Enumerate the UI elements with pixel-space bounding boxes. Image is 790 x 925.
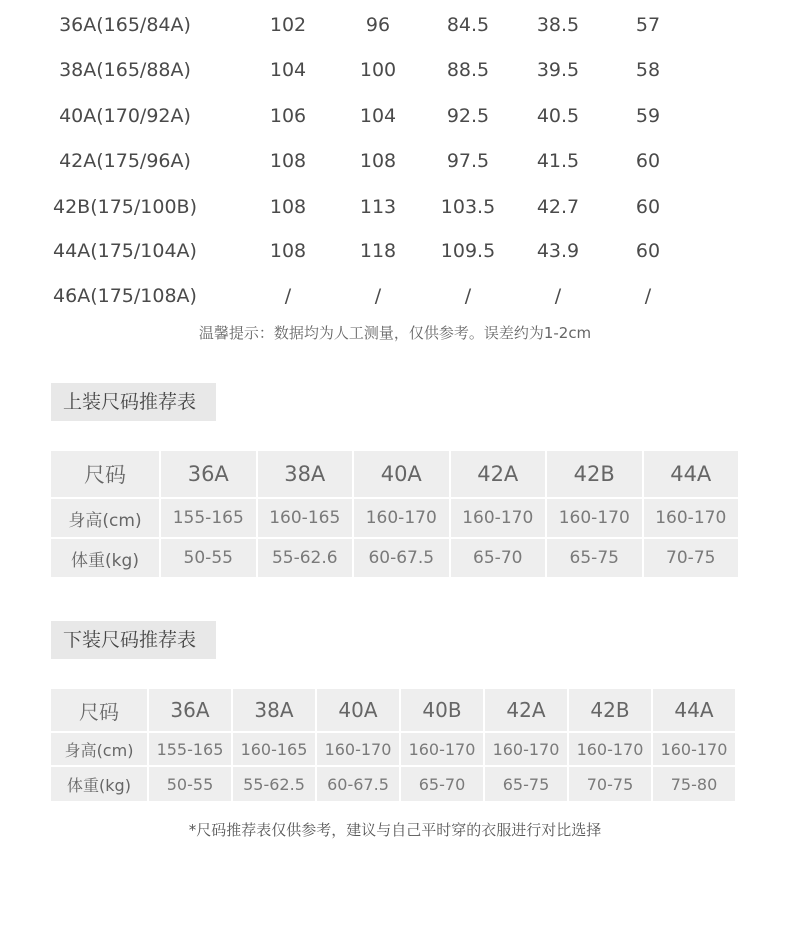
height-cell: 160-170 bbox=[485, 733, 567, 765]
top-recommend-table bbox=[51, 451, 736, 577]
weight-cell: 65-75 bbox=[547, 539, 642, 577]
top-recommend-title: 上装尺码推荐表 bbox=[51, 383, 216, 421]
value-cell: / bbox=[554, 285, 562, 307]
height-cell: 160-170 bbox=[401, 733, 483, 765]
height-cell: 160-170 bbox=[354, 499, 449, 537]
value-cell: 108 bbox=[269, 196, 307, 218]
weight-cell: 75-80 bbox=[653, 767, 735, 801]
measurement-row bbox=[0, 96, 790, 136]
measurement-row bbox=[0, 231, 790, 271]
value-cell: 58 bbox=[635, 59, 661, 81]
value-cell: 42.7 bbox=[536, 196, 580, 218]
value-cell: / bbox=[374, 285, 382, 307]
weight-label: 体重(kg) bbox=[51, 539, 159, 577]
height-cell: 160-165 bbox=[233, 733, 315, 765]
size-header: 42B bbox=[547, 451, 642, 497]
measurement-row bbox=[0, 141, 790, 181]
value-cell: 38.5 bbox=[536, 14, 580, 36]
value-cell: 108 bbox=[269, 240, 307, 262]
value-cell: 88.5 bbox=[446, 59, 490, 81]
weight-cell: 70-75 bbox=[644, 539, 739, 577]
weight-cell: 55-62.6 bbox=[258, 539, 353, 577]
measurement-row bbox=[0, 276, 790, 316]
value-cell: 92.5 bbox=[446, 105, 490, 127]
height-cell: 160-170 bbox=[569, 733, 651, 765]
value-cell: 108 bbox=[359, 150, 397, 172]
value-cell: 60 bbox=[635, 240, 661, 262]
value-cell: 103.5 bbox=[440, 196, 496, 218]
height-label: 身高(cm) bbox=[51, 733, 147, 765]
size-header: 40A bbox=[354, 451, 449, 497]
height-cell: 155-165 bbox=[161, 499, 256, 537]
weight-cell: 70-75 bbox=[569, 767, 651, 801]
size-cell: 40A(170/92A) bbox=[59, 105, 191, 127]
height-cell: 160-170 bbox=[451, 499, 546, 537]
size-header: 42B bbox=[569, 689, 651, 731]
value-cell: / bbox=[464, 285, 472, 307]
value-cell: 41.5 bbox=[536, 150, 580, 172]
size-header: 40B bbox=[401, 689, 483, 731]
size-cell: 42A(175/96A) bbox=[59, 150, 191, 172]
size-cell: 44A(175/104A) bbox=[53, 240, 197, 262]
value-cell: 97.5 bbox=[446, 150, 490, 172]
value-cell: 59 bbox=[635, 105, 661, 127]
weight-cell: 60-67.5 bbox=[317, 767, 399, 801]
height-cell: 160-170 bbox=[317, 733, 399, 765]
height-cell: 155-165 bbox=[149, 733, 231, 765]
size-cell: 46A(175/108A) bbox=[53, 285, 197, 307]
header-label: 尺码 bbox=[51, 451, 159, 497]
size-header: 42A bbox=[485, 689, 567, 731]
height-cell: 160-170 bbox=[644, 499, 739, 537]
bottom-recommend-title: 下装尺码推荐表 bbox=[51, 621, 216, 659]
size-header: 44A bbox=[653, 689, 735, 731]
weight-cell: 65-70 bbox=[401, 767, 483, 801]
height-label: 身高(cm) bbox=[51, 499, 159, 537]
size-header: 36A bbox=[161, 451, 256, 497]
bottom-recommend-table bbox=[51, 689, 735, 801]
measurement-row bbox=[0, 187, 790, 227]
size-cell: 36A(165/84A) bbox=[59, 14, 191, 36]
weight-cell: 65-70 bbox=[451, 539, 546, 577]
value-cell: / bbox=[284, 285, 292, 307]
value-cell: 108 bbox=[269, 150, 307, 172]
size-header: 42A bbox=[451, 451, 546, 497]
value-cell: 40.5 bbox=[536, 105, 580, 127]
value-cell: 60 bbox=[635, 150, 661, 172]
height-cell: 160-170 bbox=[547, 499, 642, 537]
value-cell: 57 bbox=[635, 14, 661, 36]
value-cell: 100 bbox=[359, 59, 397, 81]
size-header: 40A bbox=[317, 689, 399, 731]
value-cell: 43.9 bbox=[536, 240, 580, 262]
size-header: 38A bbox=[258, 451, 353, 497]
height-cell: 160-165 bbox=[258, 499, 353, 537]
recommend-footnote: *尺码推荐表仅供参考，建议与自己平时穿的衣服进行对比选择 bbox=[188, 821, 602, 839]
value-cell: 84.5 bbox=[446, 14, 490, 36]
size-header: 44A bbox=[644, 451, 739, 497]
measurement-row bbox=[0, 5, 790, 45]
value-cell: 118 bbox=[359, 240, 397, 262]
weight-cell: 50-55 bbox=[161, 539, 256, 577]
value-cell: 102 bbox=[269, 14, 307, 36]
value-cell: 96 bbox=[365, 14, 391, 36]
size-cell: 42B(175/100B) bbox=[52, 196, 197, 218]
value-cell: 113 bbox=[359, 196, 397, 218]
value-cell: 104 bbox=[359, 105, 397, 127]
weight-cell: 55-62.5 bbox=[233, 767, 315, 801]
height-cell: 160-170 bbox=[653, 733, 735, 765]
value-cell: 60 bbox=[635, 196, 661, 218]
weight-cell: 60-67.5 bbox=[354, 539, 449, 577]
weight-cell: 50-55 bbox=[149, 767, 231, 801]
measurement-row bbox=[0, 50, 790, 90]
weight-cell: 65-75 bbox=[485, 767, 567, 801]
size-cell: 38A(165/88A) bbox=[59, 59, 191, 81]
value-cell: 104 bbox=[269, 59, 307, 81]
header-label: 尺码 bbox=[51, 689, 147, 731]
size-header: 36A bbox=[149, 689, 231, 731]
value-cell: 109.5 bbox=[440, 240, 496, 262]
size-header: 38A bbox=[233, 689, 315, 731]
value-cell: 39.5 bbox=[536, 59, 580, 81]
measurement-tip: 温馨提示：数据均为人工测量，仅供参考。误差约为1-2cm bbox=[198, 324, 592, 342]
value-cell: / bbox=[644, 285, 652, 307]
value-cell: 106 bbox=[269, 105, 307, 127]
weight-label: 体重(kg) bbox=[51, 767, 147, 801]
